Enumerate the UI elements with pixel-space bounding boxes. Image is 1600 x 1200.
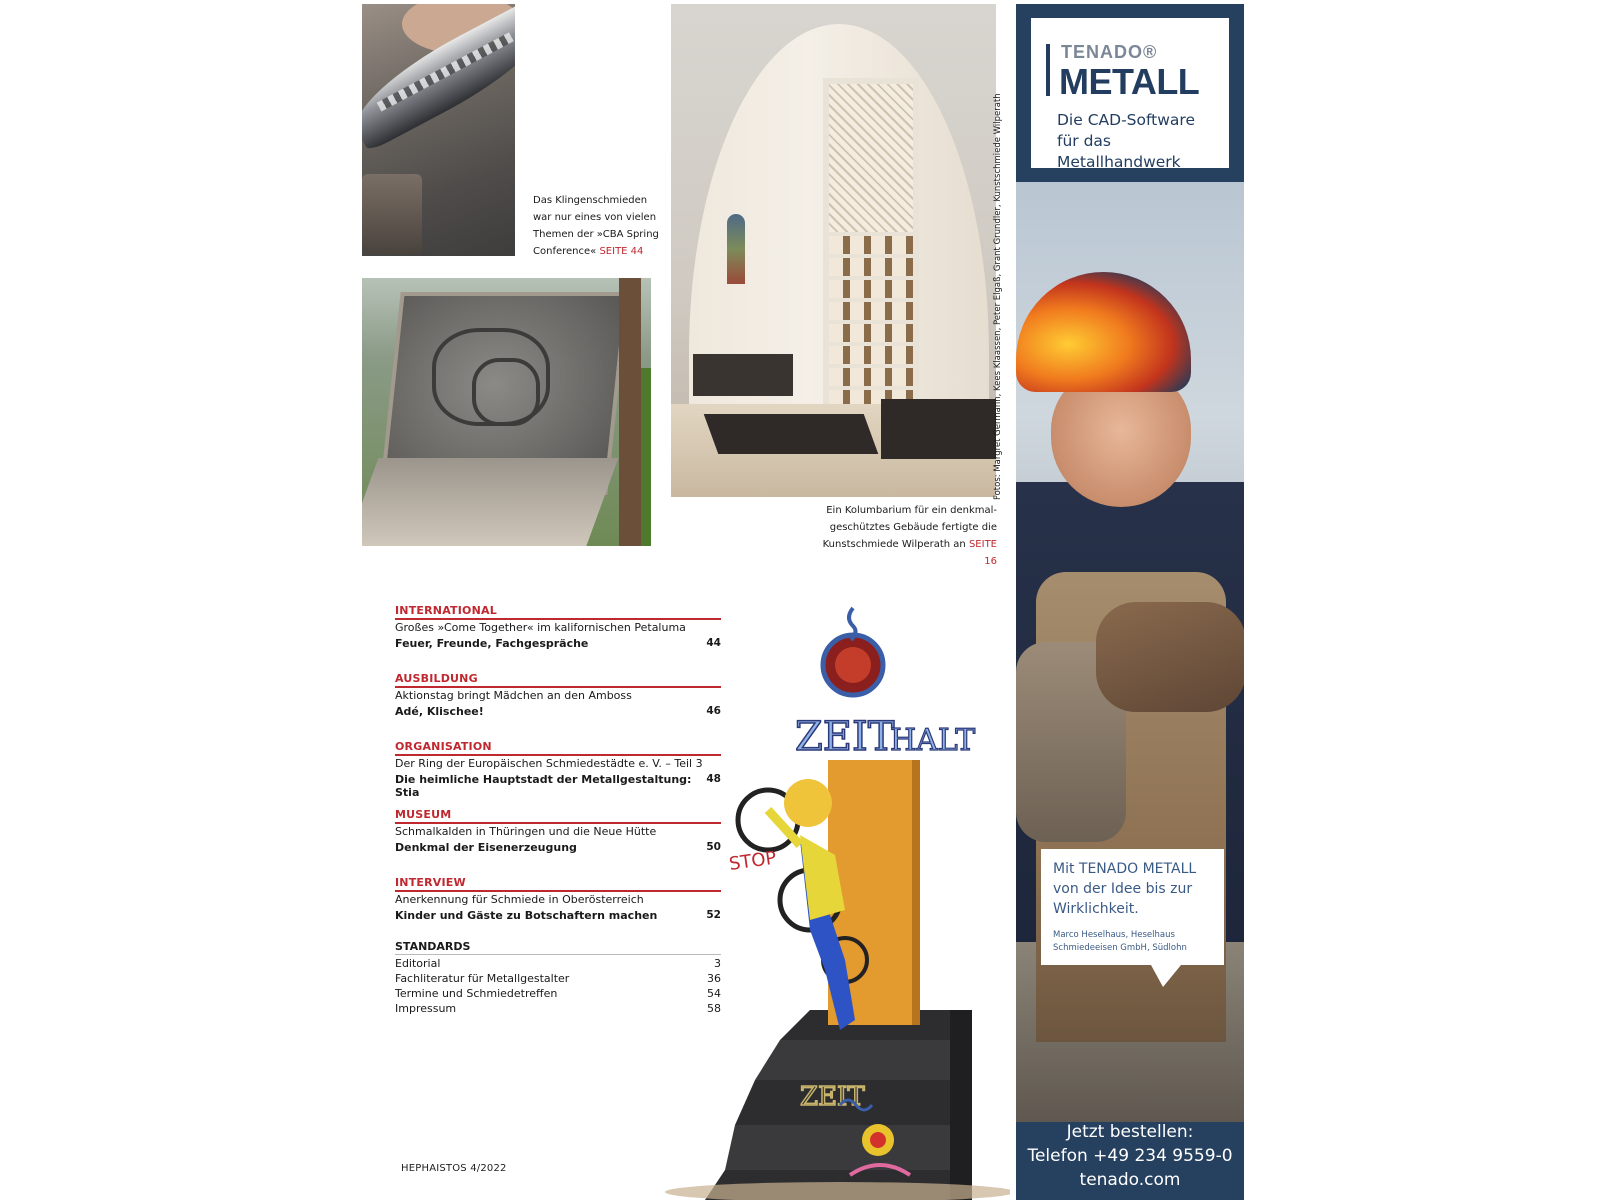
ad-quote-text: Mit TENADO METALL von der Idee bis zur Wirklichkeit. — [1053, 861, 1197, 917]
caption-page-ref: SEITE 44 — [599, 246, 644, 257]
toc-category: INTERNATIONAL — [395, 604, 721, 620]
standards-page: 3 — [714, 957, 721, 970]
toc-title: Feuer, Freunde, Fachgespräche — [395, 637, 589, 650]
toc-subtitle: Schmalkalden in Thüringen und die Neue Hütte — [395, 825, 657, 838]
ad-brand-small: TENADO® — [1061, 42, 1158, 62]
toc-title: Adé, Klischee! — [395, 705, 484, 718]
issue-footer: HEPHAISTOS 4/2022 — [401, 1163, 507, 1174]
toc-title: Kinder und Gäste zu Botschaftern machen — [395, 909, 658, 922]
chapel-photo-caption — [810, 502, 997, 570]
standards-heading: STANDARDS — [395, 940, 721, 955]
ad-website-link[interactable]: tenado.com — [1079, 1170, 1181, 1190]
toc-page-number: 44 — [706, 637, 721, 649]
toc-title: Die heimliche Hauptstadt der Metallgestaltung: Stia — [395, 773, 692, 799]
sculpture-word-halt: HALT — [890, 723, 976, 758]
ad-call-to-action[interactable] — [1016, 1120, 1244, 1192]
ad-tagline — [1057, 110, 1232, 173]
toc-page-number: 46 — [706, 705, 721, 717]
toc-category: INTERVIEW — [395, 876, 721, 892]
standards-page: 58 — [707, 1002, 721, 1015]
ad-brand-name: METALL — [1059, 61, 1200, 102]
tenado-metall-advertisement[interactable] — [1016, 4, 1244, 1200]
toc-page-number: 50 — [706, 841, 721, 853]
toc-subtitle: Anerkennung für Schmiede in Oberösterreich — [395, 893, 644, 906]
standards-label: Fachliteratur für Metallgestalter — [395, 972, 570, 985]
ad-phone-number[interactable]: Telefon +49 234 9559-0 — [1027, 1146, 1233, 1166]
welder-photo — [1016, 182, 1244, 1122]
toc-subtitle: Aktionstag bringt Mädchen an den Amboss — [395, 689, 632, 702]
sculpture-word-zeit: ZEIT — [795, 714, 895, 760]
photo-credits: Fotos: Margret Germann, Kees Klaassen, Peter Elgaß, Grant Grundler, Kunstschmiede Wilperath — [993, 93, 1003, 500]
ad-logo-panel — [1031, 18, 1229, 171]
ad-quote-name-line: Marco Heselhaus, Heselhaus — [1053, 930, 1175, 940]
toc-subtitle: Der Ring der Europäischen Schmiedestädte e. V. – Teil 3 — [395, 757, 703, 770]
sculpture-word-stop: STOP — [727, 847, 778, 875]
toc-page-number: 48 — [706, 773, 721, 785]
ad-tagline-line: Die CAD-Software — [1057, 111, 1195, 129]
logo-bar-icon — [1046, 44, 1050, 96]
ad-quote-company-line: Schmiedeeisen GmbH, Südlohn — [1053, 943, 1187, 953]
toc-category: AUSBILDUNG — [395, 672, 721, 688]
caption-text: Das Klingenschmieden war nur eines von vielen Themen der »CBA Spring Conference« — [533, 195, 659, 257]
blade-photo-caption — [533, 192, 663, 260]
toc-subtitle: Großes »Come Together« im kalifornischen Petaluma — [395, 621, 686, 634]
toc-page-number: 52 — [706, 909, 721, 921]
ad-order-label: Jetzt bestellen: — [1066, 1122, 1194, 1142]
ad-quote-attribution — [1053, 929, 1223, 955]
ad-testimonial-bubble — [1041, 849, 1224, 965]
caption-page-ref: SEITE 16 — [968, 539, 997, 567]
standards-label: Editorial — [395, 957, 441, 970]
sculpture-word-zeit-bottom: ZEIT — [800, 1082, 865, 1112]
caption-text: Ein Kolumbarium für ein denkmalgeschütztes Gebäude fertigte die Kunstschmiede Wilperath an — [822, 505, 997, 550]
columbarium-chapel-photo — [671, 4, 996, 497]
toc-category: MUSEUM — [395, 808, 721, 824]
blade-forging-photo — [362, 4, 515, 256]
standards-page: 54 — [707, 987, 721, 1000]
forge-mold-photo — [362, 278, 651, 546]
toc-category: ORGANISATION — [395, 740, 721, 756]
standards-label: Impressum — [395, 1002, 457, 1015]
standards-label: Termine und Schmiedetreffen — [395, 987, 558, 1000]
zeit-halt-sculpture-photo — [650, 600, 1010, 1200]
standards-page: 36 — [707, 972, 721, 985]
ad-tagline-line: für das Metallhandwerk — [1057, 132, 1181, 171]
toc-title: Denkmal der Eisenerzeugung — [395, 841, 577, 854]
